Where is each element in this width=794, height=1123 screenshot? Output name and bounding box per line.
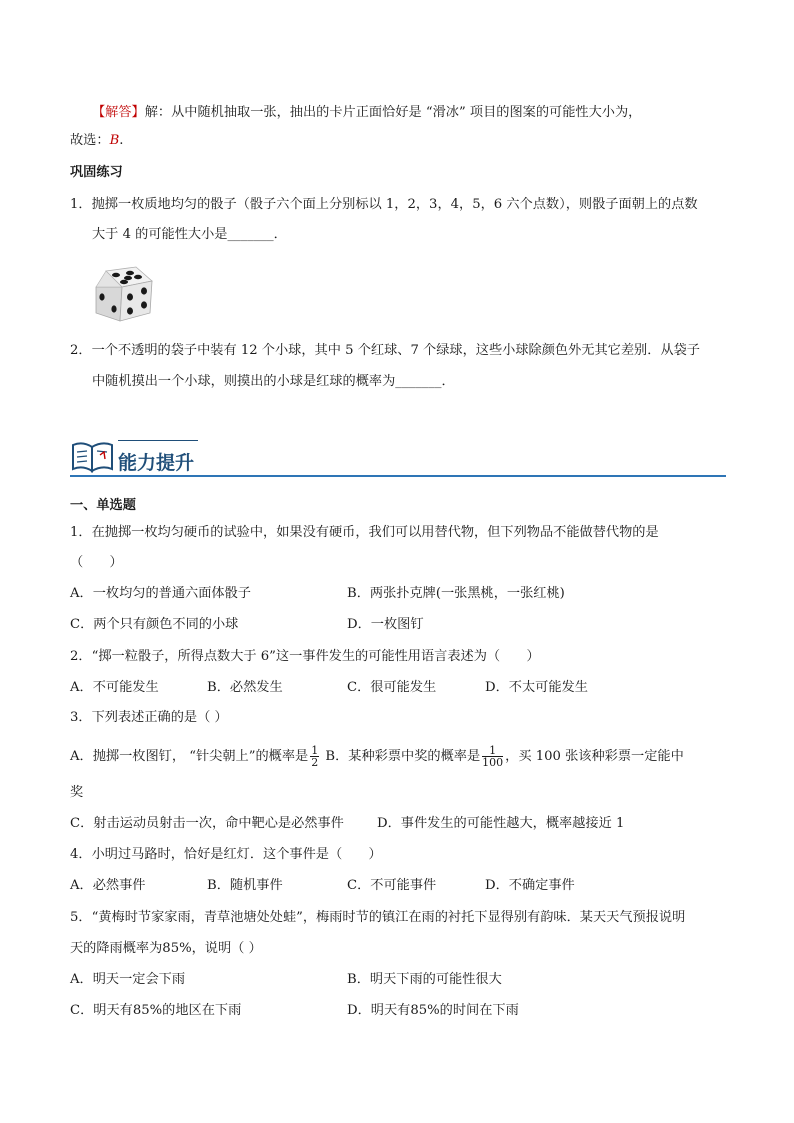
- answer-choice-prefix: 故选：: [70, 133, 110, 148]
- mc-q1-option-d: D．一枚图钉: [347, 617, 424, 632]
- mc-q5-option-b: B．明天下雨的可能性很大: [347, 972, 502, 987]
- mc-q3-a-fraction: [310, 745, 319, 768]
- mc-q5-line2: 天的降雨概率为85%，说明（ ）: [70, 941, 262, 956]
- mc-q5-option-a: A．明天一定会下雨: [70, 972, 186, 987]
- open-book-icon: [70, 436, 116, 474]
- mc-q2-option-c: C．很可能发生: [347, 680, 437, 695]
- mc-q1-option-c: C．两个只有颜色不同的小球: [70, 617, 239, 632]
- mc-q4: 4．小明过马路时，恰好是红灯．这个事件是（ ）: [70, 847, 382, 862]
- mc-q1-line2: （ ）: [70, 555, 123, 570]
- answer-text: 解：从中随机抽取一张，抽出的卡片正面恰好是 “滑冰” 项目的图案的可能性大小为，: [144, 105, 642, 120]
- mc-q1-option-a: A．一枚均匀的普通六面体骰子: [70, 586, 251, 601]
- mc-q2-option-b: B．必然发生: [207, 680, 283, 695]
- section-header: [70, 436, 726, 478]
- practice-q1-line1: 1．抛掷一枚质地均匀的骰子（骰子六个面上分别标以 1，2，3，4，5，6 六个点数），则骰子面朝上的点数: [70, 197, 698, 212]
- answer-choice-suffix: .: [119, 133, 124, 148]
- mc-q3-option-b-text: B．某种彩票中奖的概率是: [325, 749, 481, 764]
- answer-choice-line: [70, 132, 123, 150]
- fraction-numerator: 1: [482, 745, 503, 757]
- section-title: 能力提升: [118, 452, 195, 474]
- mc-q4-option-c: C．不可能事件: [347, 878, 437, 893]
- mc-q3-option-c: C．射击运动员射击一次，命中靶心是必然事件: [70, 816, 344, 831]
- mc-q3-option-d: D．事件发生的可能性越大，概率越接近 1: [377, 816, 625, 831]
- practice-q2-line2: 中随机摸出一个小球，则摸出的小球是红球的概率为_______．: [92, 374, 455, 389]
- fraction-denominator: 2: [311, 756, 319, 769]
- mc-q4-option-d: D．不确定事件: [485, 878, 575, 893]
- mc-q2: 2．“掷一粒骰子，所得点数大于 6”这一事件发生的可能性用语言表述为（ ）: [70, 649, 540, 664]
- mc-q1-line1: 1．在抛掷一枚均匀硬币的试验中，如果没有硬币，我们可以用替代物，但下列物品不能做替代物的是: [70, 525, 659, 540]
- mc-q5-option-d: D．明天有85%的时间在下雨: [347, 1003, 519, 1018]
- mc-q3-option-b-suffix: ，买 100 张该种彩票一定能中: [505, 749, 684, 764]
- header-rule: [70, 475, 726, 477]
- mc-q4-option-a: A．必然事件: [70, 878, 146, 893]
- mc-q3-option-b-line2: 奖: [70, 785, 84, 800]
- fraction-denominator: 100: [482, 756, 504, 769]
- header-top-rule: [118, 440, 198, 441]
- mc-q3-b-fraction: [482, 745, 503, 768]
- mc-q5-option-c: C．明天有85%的地区在下雨: [70, 1003, 242, 1018]
- dice-image: [92, 265, 156, 323]
- mc-heading: 一、单选题: [70, 498, 136, 513]
- mc-q3: 3．下列表述正确的是（ ）: [70, 710, 228, 725]
- answer-line: [92, 104, 641, 122]
- mc-q1-option-b: B．两张扑克牌(一张黑桃，一张红桃): [347, 586, 565, 601]
- practice-heading: 巩固练习: [70, 165, 123, 180]
- mc-q2-option-d: D．不太可能发生: [485, 680, 588, 695]
- practice-q2-line1: 2．一个不透明的袋子中装有 12 个小球，其中 5 个红球、7 个绿球，这些小球除颜色外无其它差别．从袋子: [70, 343, 700, 358]
- fraction-numerator: 1: [311, 744, 319, 757]
- mc-q4-option-b: B．随机事件: [207, 878, 283, 893]
- mc-q3-option-a-text: A．抛掷一枚图钉， “针尖朝上”的概率是: [70, 749, 309, 764]
- answer-tag: 【解答】: [92, 105, 145, 120]
- mc-q3-options-ab: [70, 743, 684, 771]
- mc-q2-option-a: A．不可能发生: [70, 680, 159, 695]
- answer-choice-letter: B: [109, 133, 120, 148]
- practice-q1-line2: 大于 4 的可能性大小是_______．: [92, 227, 287, 242]
- mc-q5-line1: 5．“黄梅时节家家雨，青草池塘处处蛙”，梅雨时节的镇江在雨的衬托下显得别有韵味．某天天气预报说明: [70, 910, 686, 925]
